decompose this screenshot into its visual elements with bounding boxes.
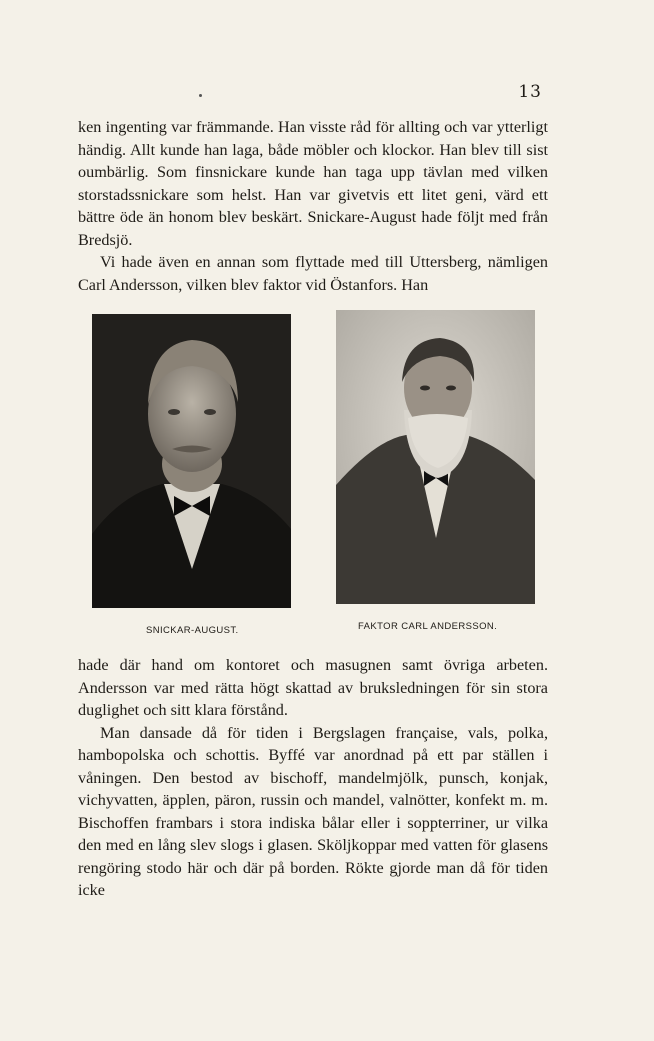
photo-caption: SNICKAR-AUGUST. (146, 625, 239, 636)
photo-caption: FAKTOR CARL ANDERSSON. (358, 621, 498, 632)
text-block-top (78, 116, 548, 296)
portrait-carl-andersson (336, 310, 535, 604)
paragraph: ken ingenting var främmande. Han visste råd för allting och var ytterligt händig. Allt kunde han laga, både möbler och klockor. Han blev till sist oumbärlig. Som finsnickare kunde han taga upp tävlan med vilken storstadssnickare som helst. Han var givetvis ett litet geni, värd ett bättre öde än honom blev beskärt. Snickare-August hade följt med från Bredsjö. (78, 118, 548, 249)
portrait-snickar-august (92, 314, 291, 608)
paragraph: Man dansade då för tiden i Bergslagen française, vals, polka, hambopolska och schottis. Byffé var anordnad på ett par ställen i våningen. Den bestod av bischoff, mandelmjölk, punsch, konjak, vichyvatten, äpplen, päron, russin och mandel, valnötter, konfekt m. m. Bischoffen frambars i stora indiska bålar eller i soppterriner, ur vilka den med en lång slev slogs i glasen. Sköljkoppar med vatten för glasens rengöring stodo här och där på borden. Rökte gjorde man då för tiden icke (78, 723, 548, 899)
paragraph: Vi hade även en annan som flyttade med till Uttersberg, nämligen Carl Andersson, vilken blev faktor vid Östanfors. Han (78, 253, 548, 294)
page-number: 13 (518, 82, 542, 102)
paragraph: hade där hand om kontoret och masugnen samt övriga arbeten. Andersson var med rätta högt skattad av bruksledningen för sin stora duglighet och sitt klara förstånd. (78, 656, 548, 719)
text-block-bottom (78, 654, 548, 902)
speck (199, 94, 202, 97)
